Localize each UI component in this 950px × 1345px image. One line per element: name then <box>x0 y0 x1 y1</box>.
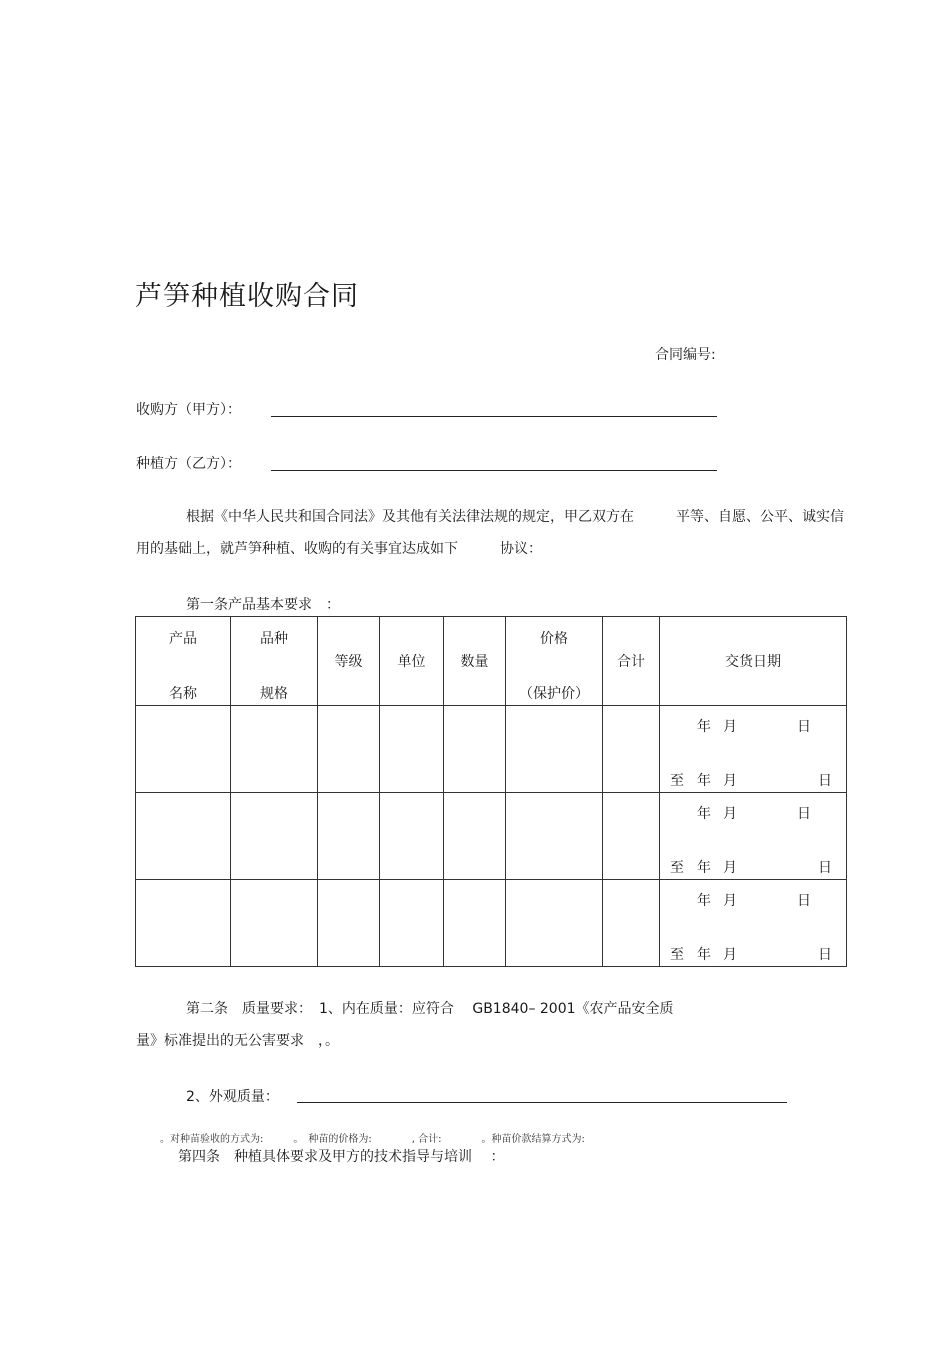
header-variety-spec: 规格 <box>260 686 288 702</box>
header-delivery-date: 交货日期 <box>725 654 781 670</box>
external-quality-blank-line[interactable] <box>297 1102 787 1103</box>
table-row <box>136 793 847 880</box>
delivery-date-cell[interactable] <box>660 880 846 966</box>
date-year: 年 <box>697 947 711 963</box>
cell-quantity[interactable] <box>444 706 506 793</box>
section2-line1: 第二条 质量要求： 1、内在质量：应符合 GB1840– 2001《农产品安全质 <box>186 1001 674 1017</box>
date-year: 年 <box>697 860 711 876</box>
date-day: 日 <box>818 947 832 963</box>
date-month: 月 <box>723 773 737 789</box>
cell-product-name[interactable] <box>136 793 231 880</box>
table-row <box>136 706 847 793</box>
section4-title: 第四条 种植具体要求及甲方的技术指导与培训 ： <box>178 1149 505 1165</box>
section2-line2: 量》标准提出的无公害要求 ，。 <box>136 1033 339 1049</box>
product-requirements-table <box>135 616 847 967</box>
cell-unit[interactable] <box>380 880 444 967</box>
date-day: 日 <box>818 773 832 789</box>
cell-variety-spec[interactable] <box>231 706 318 793</box>
header-unit: 单位 <box>397 654 426 670</box>
header-grade: 等级 <box>334 654 363 670</box>
cell-price[interactable] <box>506 880 603 967</box>
date-month: 月 <box>723 860 737 876</box>
cell-grade[interactable] <box>318 793 380 880</box>
cell-total[interactable] <box>603 793 660 880</box>
intro-paragraph <box>136 501 846 565</box>
grower-label: 种植方（乙方）： <box>136 456 241 472</box>
section1-title: 第一条产品基本要求 ： <box>186 597 340 613</box>
header-protected-price: （保护价） <box>519 686 589 702</box>
cell-total[interactable] <box>603 706 660 793</box>
document-title: 芦笋种植收购合同 <box>135 281 359 312</box>
table-header-row <box>136 617 847 706</box>
external-quality-label: 2、外观质量： <box>186 1089 279 1105</box>
header-price: 价格 <box>540 631 568 647</box>
buyer-label: 收购方（甲方）： <box>136 402 241 418</box>
date-to: 至 <box>670 947 684 963</box>
cell-price[interactable] <box>506 793 603 880</box>
date-day: 日 <box>818 860 832 876</box>
date-year: 年 <box>697 893 711 909</box>
header-product: 产品 <box>169 631 197 647</box>
header-variety: 品种 <box>260 631 288 647</box>
date-day: 日 <box>797 719 811 735</box>
date-year: 年 <box>697 719 711 735</box>
date-to: 至 <box>670 773 684 789</box>
cell-total[interactable] <box>603 880 660 967</box>
date-month: 月 <box>723 806 737 822</box>
date-month: 月 <box>723 719 737 735</box>
contract-number-label: 合同编号: <box>655 347 716 363</box>
cell-quantity[interactable] <box>444 880 506 967</box>
header-quantity: 数量 <box>460 654 489 670</box>
date-month: 月 <box>723 947 737 963</box>
cell-grade[interactable] <box>318 706 380 793</box>
cell-unit[interactable] <box>380 706 444 793</box>
cell-variety-spec[interactable] <box>231 880 318 967</box>
delivery-date-cell[interactable] <box>660 793 846 879</box>
date-year: 年 <box>697 773 711 789</box>
delivery-date-cell[interactable] <box>660 706 846 792</box>
date-to: 至 <box>670 860 684 876</box>
header-product-name: 名称 <box>169 686 197 702</box>
header-total: 合计 <box>617 654 645 670</box>
cell-quantity[interactable] <box>444 793 506 880</box>
seedling-note: 。对种苗验收的方式为: 。 种苗的价格为: , 合计: 。种苗价款结算方式为: <box>160 1134 585 1145</box>
date-month: 月 <box>723 893 737 909</box>
cell-grade[interactable] <box>318 880 380 967</box>
date-year: 年 <box>697 806 711 822</box>
cell-unit[interactable] <box>380 793 444 880</box>
cell-price[interactable] <box>506 706 603 793</box>
intro-text: 根据《中华人民共和国合同法》及其他有关法律法规的规定，甲乙双方在 平等、自愿、公平、诚实信用的基础上，就芦笋种植、收购的有关事宜达成如下 协议： <box>136 509 844 557</box>
table-row <box>136 880 847 967</box>
buyer-blank-line[interactable] <box>271 416 717 417</box>
grower-blank-line[interactable] <box>271 470 717 471</box>
date-day: 日 <box>797 806 811 822</box>
cell-variety-spec[interactable] <box>231 793 318 880</box>
cell-product-name[interactable] <box>136 706 231 793</box>
date-day: 日 <box>797 893 811 909</box>
cell-product-name[interactable] <box>136 880 231 967</box>
